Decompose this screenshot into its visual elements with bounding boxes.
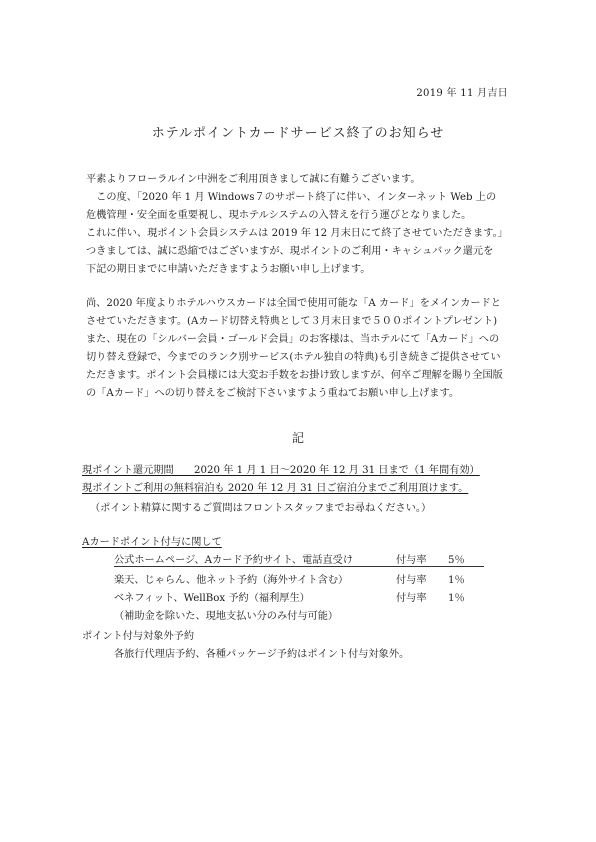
grant-row-label: 公式ホームページ、Aカード予約サイト、電話直受け [114,555,354,566]
acard-section-heading: Aカードポイント付与に関して [82,537,222,548]
point-return-period: 現ポイント還元期間 2020 年 1 月 1 日～2020 年 12 月 31 日まで（1 年間有効） [82,465,480,476]
intro-line: この度、「2020 年 1 月 Windows７のサポート終了に伴い、インターネット Web 上の [86,192,497,203]
intro-line: 下記の期日までに申請いただきますようお願い申し上げます。 [86,264,371,275]
grant-rate-label: 付与率 [396,555,427,566]
grant-rate-value: 5％ [448,555,465,566]
grant-rate-value: 1％ [448,593,465,604]
intro-paragraph [86,171,526,279]
acard-line: また、現在の「シルバー会員・ゴールド会員」のお客様は、当ホテルにて「Aカード」への [86,334,500,345]
acard-line: させていただきます。(Aカード切替え特典として３月末日まで５００ポイントプレゼント) [86,316,498,327]
intro-line: 危機管理・安全面を重要視し、現ホテルシステムの入替えを行う運びとなりました。 [86,210,472,221]
intro-line: つきましては、誠に恐縮ではございますが、現ポイントのご利用・キャシュバック還元を [86,246,494,257]
grant-row-label: 楽天、じゃらん、他ネット予約（海外サイト含む） [114,575,349,586]
page-title: ホテルポイントカードサービス終了のお知らせ [151,126,445,141]
intro-line: 平素よりフローラルイン中洲をご利用頂きまして誠に有難うございます。 [86,174,421,185]
ki-heading: 記 [291,431,304,445]
acard-line: 尚、2020 年度よりホテルハウスカードは全国で使用可能な「A カード」をメインカードと [86,298,501,309]
acard-line: ただきます。ポイント会員様には大変お手数をお掛け致しますが、何卒ご理解を賜り全国版 [86,370,503,381]
grant-rate-label: 付与率 [396,575,427,586]
acard-line: の「Aカード」への切り替えをご検討下さいますよう重ねてお願い申し上げます。 [86,388,460,399]
free-stay-notice: 現ポイントご利用の無料宿泊も 2020 年 12 月 31 日ご宿泊分までご利用頂けます。 [82,483,469,494]
intro-line: これに伴い、現ポイント会員システムは 2019 年 12 月末日にて終了させていただきます。」 [86,228,508,239]
row-underline [114,566,484,567]
grant-rate-value: 1％ [448,575,465,586]
issue-date: 2019 年 11 月吉日 [416,88,508,99]
subsidy-note: （補助金を除いた、現地支払い分のみ付与可能） [114,611,339,622]
acard-paragraph [86,295,526,403]
excluded-section-heading: ポイント付与対象外予約 [82,631,195,642]
acard-line: 切り替え登録で、今までのランク別サービス(ホテル独自の特典)も引き続きご提供させてい [86,352,501,363]
grant-row-label: ベネフィット、WellBox 予約（福利厚生） [114,593,310,604]
inquiry-note: （ポイント精算に関するご質問はフロントスタッフまでお尋ねください。） [90,503,432,514]
grant-rate-label: 付与率 [396,593,427,604]
excluded-text: 各旅行代理店予約、各種パッケージ予約はポイント付与対象外。 [114,649,410,660]
